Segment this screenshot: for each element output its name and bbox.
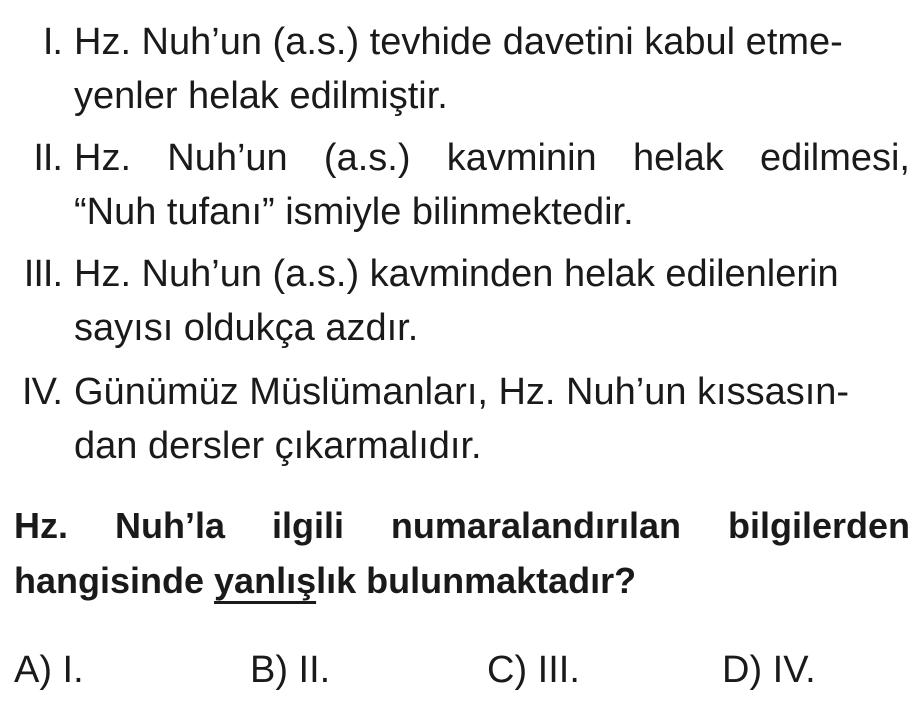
question-text: hangisinde xyxy=(14,560,215,601)
question-text: lık bulunmaktadır? xyxy=(316,560,637,601)
statement-numeral: II. xyxy=(33,137,62,179)
statement-line: Hz. Nuh’un (a.s.) kavminin helak edilmesi, xyxy=(74,137,910,179)
option-d[interactable]: D) IV. xyxy=(722,649,816,691)
statement-numeral: III. xyxy=(23,253,62,295)
statement-line: Günümüz Müslümanları, Hz. Nuh’un kıssasın- xyxy=(74,371,850,413)
statement-numeral: I. xyxy=(42,21,62,63)
underlined-keyword: yanlış xyxy=(214,560,317,601)
statement-line: Hz. Nuh’un (a.s.) kavminden helak edilenlerin xyxy=(74,253,839,295)
statement-line: dan dersler çıkarmalıdır. xyxy=(74,425,482,467)
option-c[interactable]: C) III. xyxy=(487,649,580,691)
question-line-1: Hz. Nuh’la ilgili numaralandırılan bilgilerden xyxy=(14,505,910,546)
statement-numeral: IV. xyxy=(22,371,62,413)
statement-line: “Nuh tufanı” ismiyle bilinmektedir. xyxy=(74,191,634,233)
option-b[interactable]: B) II. xyxy=(250,649,331,691)
statement-line: yenler helak edilmiştir. xyxy=(74,75,448,117)
statement-line: Hz. Nuh’un (a.s.) tevhide davetini kabul etme- xyxy=(74,21,843,63)
option-a[interactable]: A) I. xyxy=(14,649,84,691)
statement-line: sayısı oldukça azdır. xyxy=(74,307,419,349)
question-line-2 xyxy=(14,553,910,609)
